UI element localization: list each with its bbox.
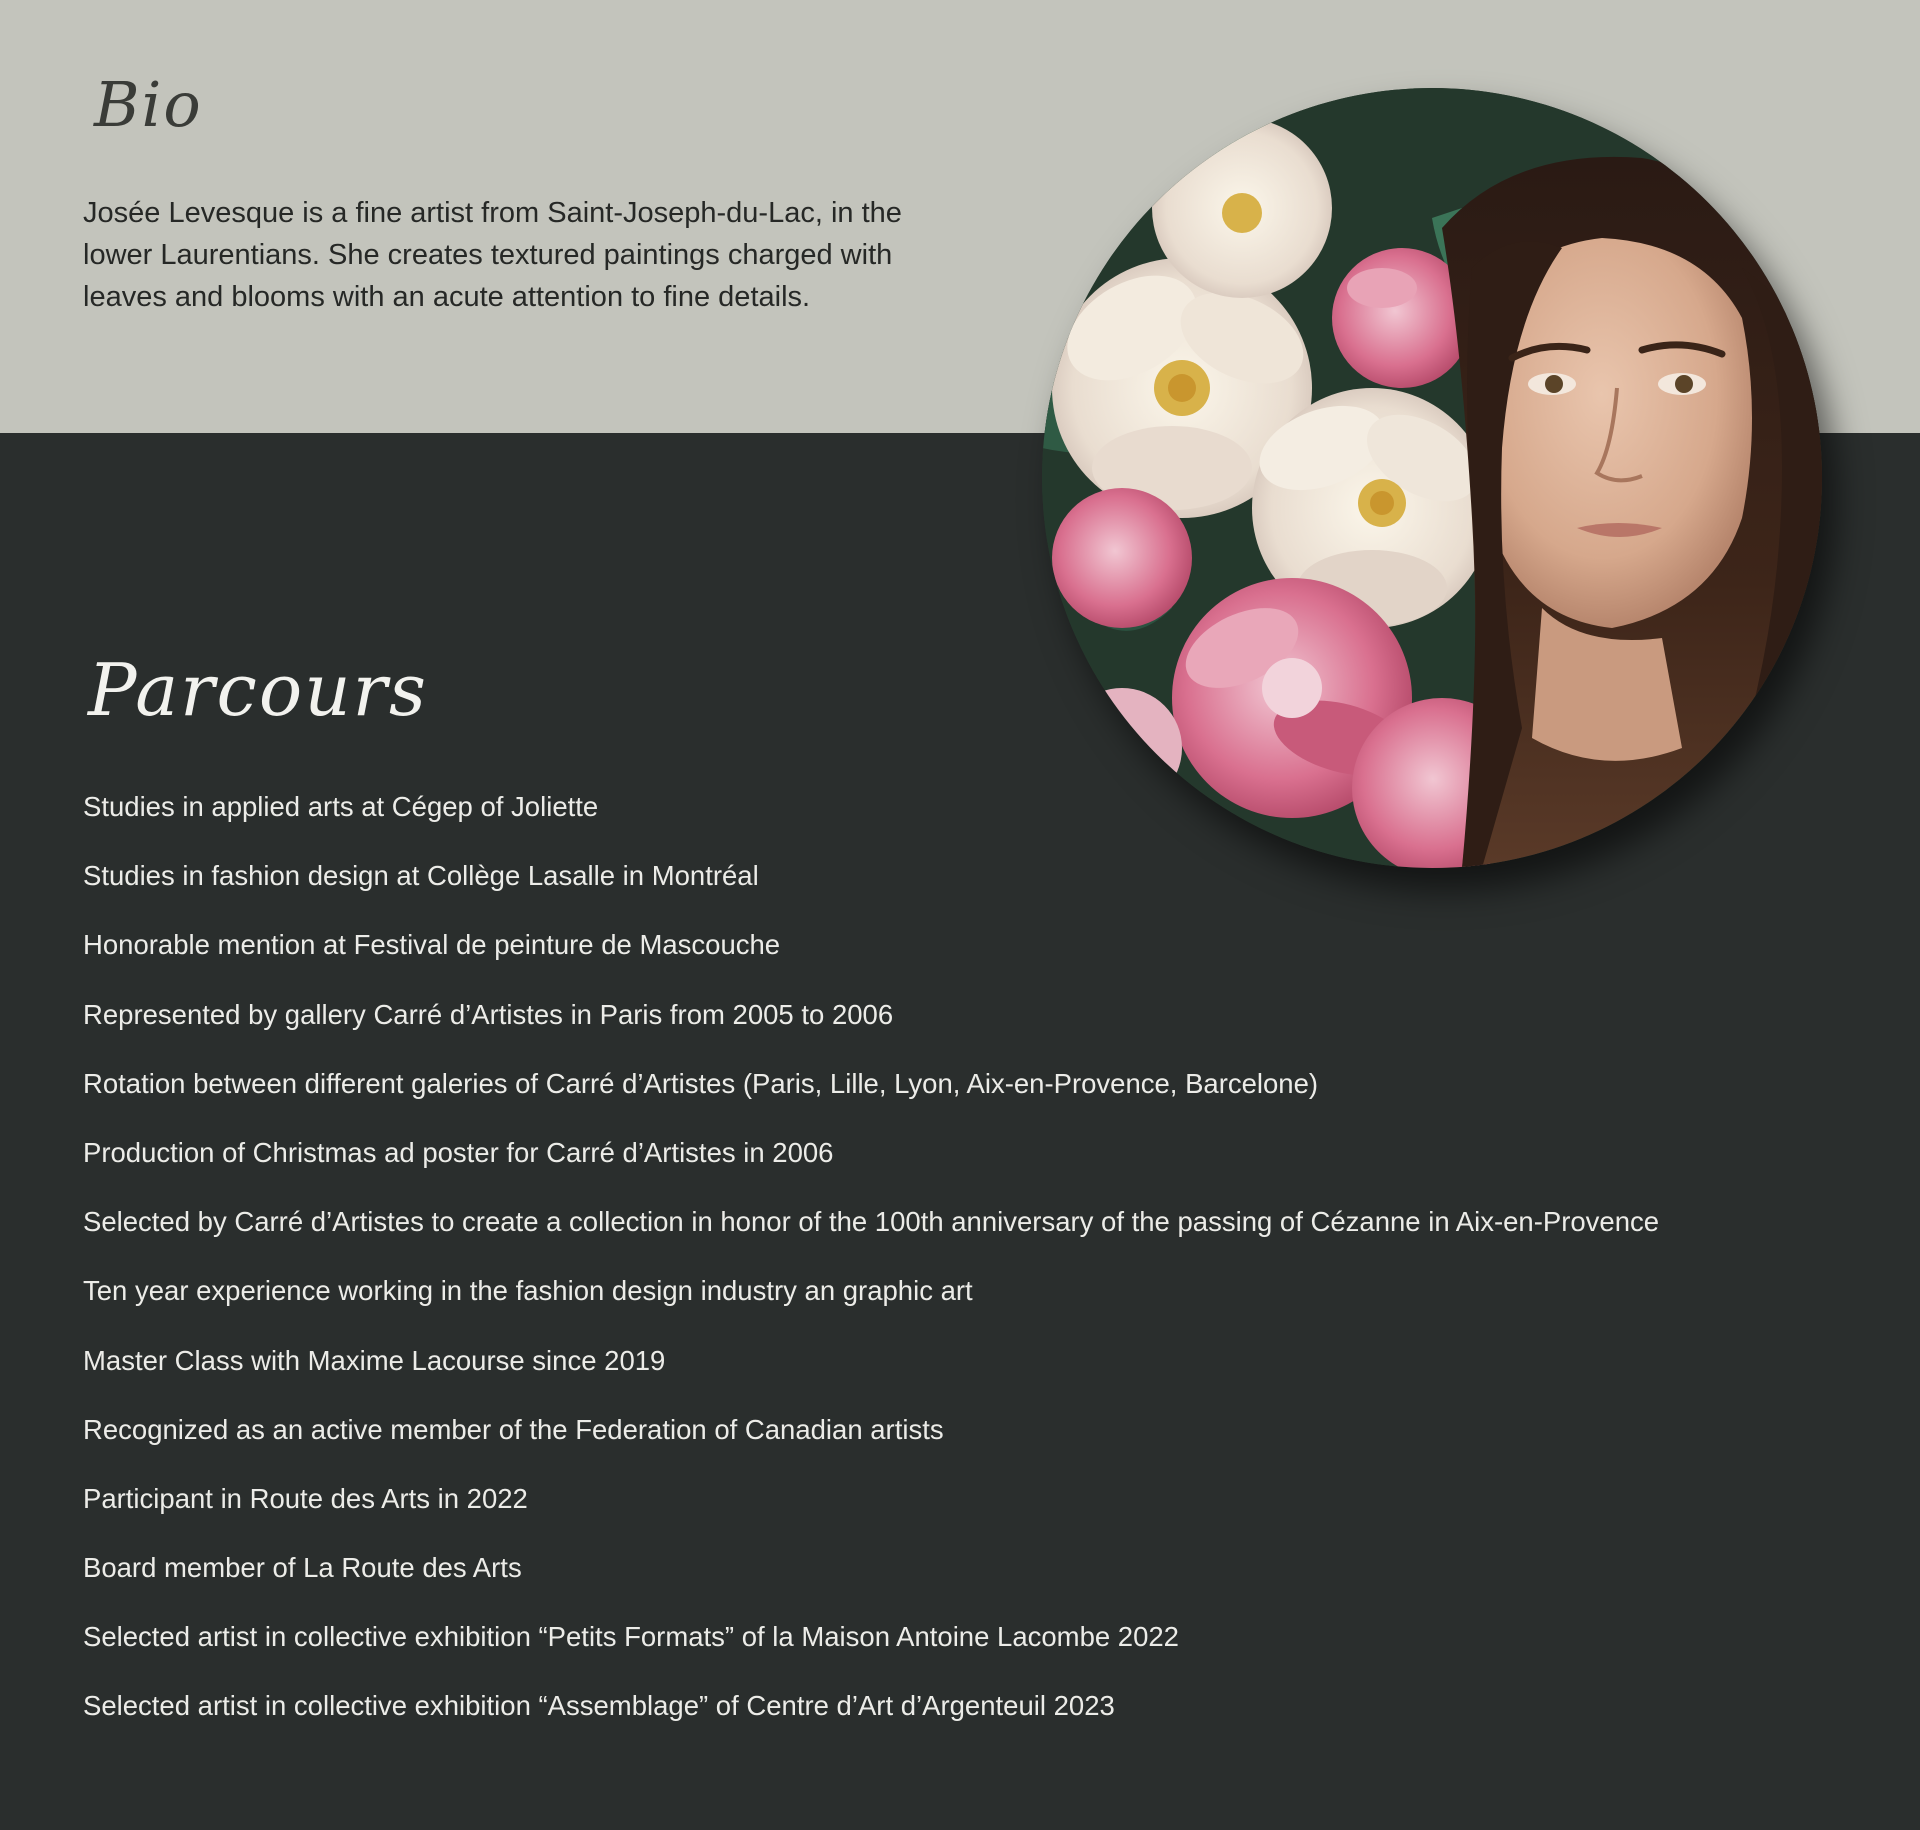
parcours-item: Honorable mention at Festival de peinture de Mascouche [83, 929, 781, 961]
parcours-heading: Parcours [88, 648, 428, 732]
parcours-item: Selected by Carré d’Artistes to create a collection in honor of the 100th anniversary of the passing of Cézanne in Aix-en-Provence [83, 1206, 1660, 1238]
parcours-item: Master Class with Maxime Lacourse since 2019 [83, 1344, 666, 1376]
bio-text: Josée Levesque is a fine artist from Saint-Joseph-du-Lac, in the lower Laurentians. She creates textured paintings charged with leaves and blooms with an acute attention to fine details. [83, 197, 902, 313]
parcours-item: Studies in applied arts at Cégep of Joliette [83, 791, 599, 822]
parcours-item: Selected artist in collective exhibition “Assemblage” of Centre d’Art d’Argenteuil 2023 [83, 1690, 1115, 1722]
parcours-item: Ten year experience working in the fashion design industry an graphic art [83, 1275, 973, 1307]
parcours-item: Board member of La Route des Arts [83, 1552, 522, 1584]
parcours-item: Participant in Route des Arts in 2022 [83, 1482, 528, 1514]
parcours-item: Studies in fashion design at Collège Lasalle in Montréal [83, 860, 759, 892]
parcours-item: Rotation between different galeries of Carré d’Artistes (Paris, Lille, Lyon, Aix-en-Provence, Barcelone) [83, 1067, 1319, 1099]
parcours-item: Represented by gallery Carré d’Artistes in Paris from 2005 to 2006 [83, 998, 894, 1030]
parcours-item: Production of Christmas ad poster for Carré d’Artistes in 2006 [83, 1136, 834, 1168]
parcours-item: Recognized as an active member of the Federation of Canadian artists [83, 1413, 944, 1445]
artist-portrait-photo [1042, 88, 1822, 868]
parcours-list [83, 786, 1863, 1755]
bio-heading: Bio [94, 68, 203, 141]
parcours-item: Selected artist in collective exhibition “Petits Formats” of la Maison Antoine Lacombe 2022 [83, 1621, 1179, 1653]
